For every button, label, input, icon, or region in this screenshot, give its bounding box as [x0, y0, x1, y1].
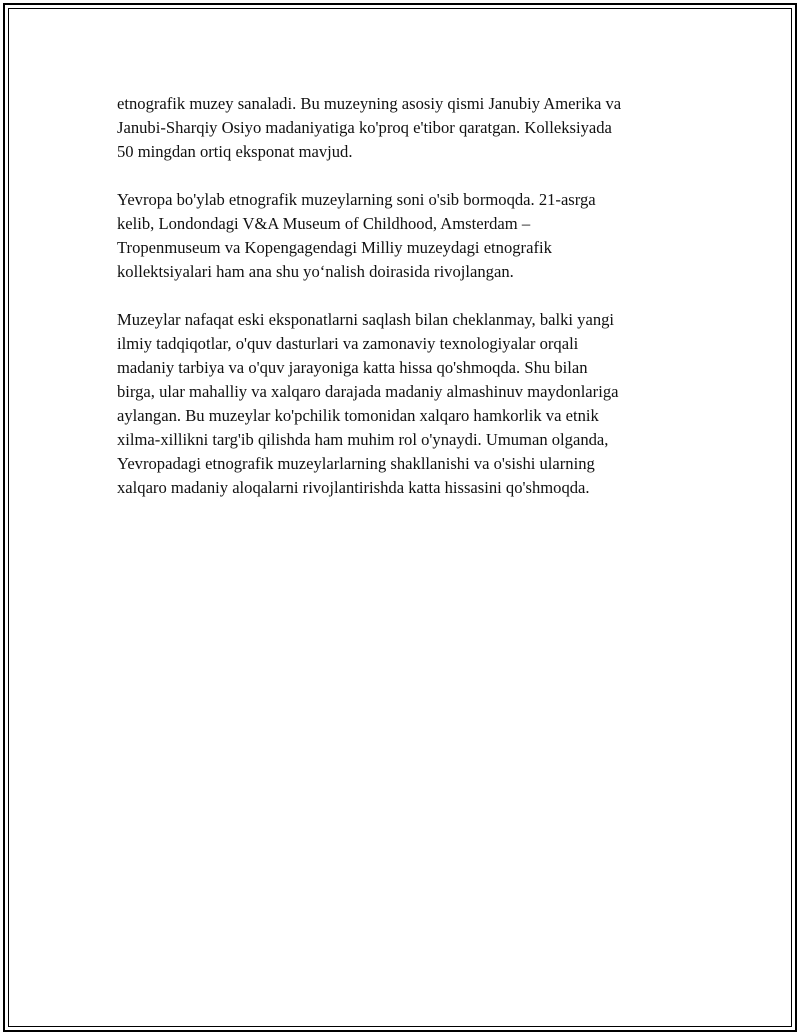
text-line: Yevropa bo'ylab etnografik muzeylarning soni o'sib bormoqda. 21-asrga — [117, 190, 596, 209]
text-line: kelib, Londondagi V&A Museum of Childhood, Amsterdam – — [117, 214, 531, 233]
paragraph-1 — [117, 92, 687, 164]
text-line: Muzeylar nafaqat eski eksponatlarni saqlash bilan cheklanmay, balki yangi — [117, 310, 615, 329]
text-line: Janubi-Sharqiy Osiyo madaniyatiga ko'proq e'tibor qaratgan. Kolleksiyada — [117, 118, 612, 137]
text-line: xilma-xillikni targ'ib qilishda ham muhim rol o'ynaydi. Umuman olganda, — [117, 430, 609, 449]
text-line: Yevropadagi etnografik muzeylarlarning shakllanishi va o'sishi ularning — [117, 454, 595, 473]
text-line: ilmiy tadqiqotlar, o'quv dasturlari va zamonaviy texnologiyalar orqali — [117, 334, 579, 353]
text-line: Tropenmuseum va Kopengagendagi Milliy muzeydagi etnografik — [117, 238, 552, 257]
text-line: xalqaro madaniy aloqalarni rivojlantirishda katta hissasini qo'shmoqda. — [117, 478, 590, 497]
text-line: birga, ular mahalliy va xalqaro darajada madaniy almashinuv maydonlariga — [117, 382, 619, 401]
text-line: kollektsiyalari ham ana shu yo‘nalish doirasida rivojlangan. — [117, 262, 514, 281]
text-line: aylangan. Bu muzeylar ko'pchilik tomonidan xalqaro hamkorlik va etnik — [117, 406, 599, 425]
paragraph-2 — [117, 188, 687, 284]
text-line: madaniy tarbiya va o'quv jarayoniga katta hissa qo'shmoqda. Shu bilan — [117, 358, 588, 377]
document-body — [117, 92, 687, 524]
text-line: etnografik muzey sanaladi. Bu muzeyning asosiy qismi Janubiy Amerika va — [117, 94, 622, 113]
paragraph-3 — [117, 308, 687, 500]
text-line: 50 mingdan ortiq eksponat mavjud. — [117, 142, 353, 161]
